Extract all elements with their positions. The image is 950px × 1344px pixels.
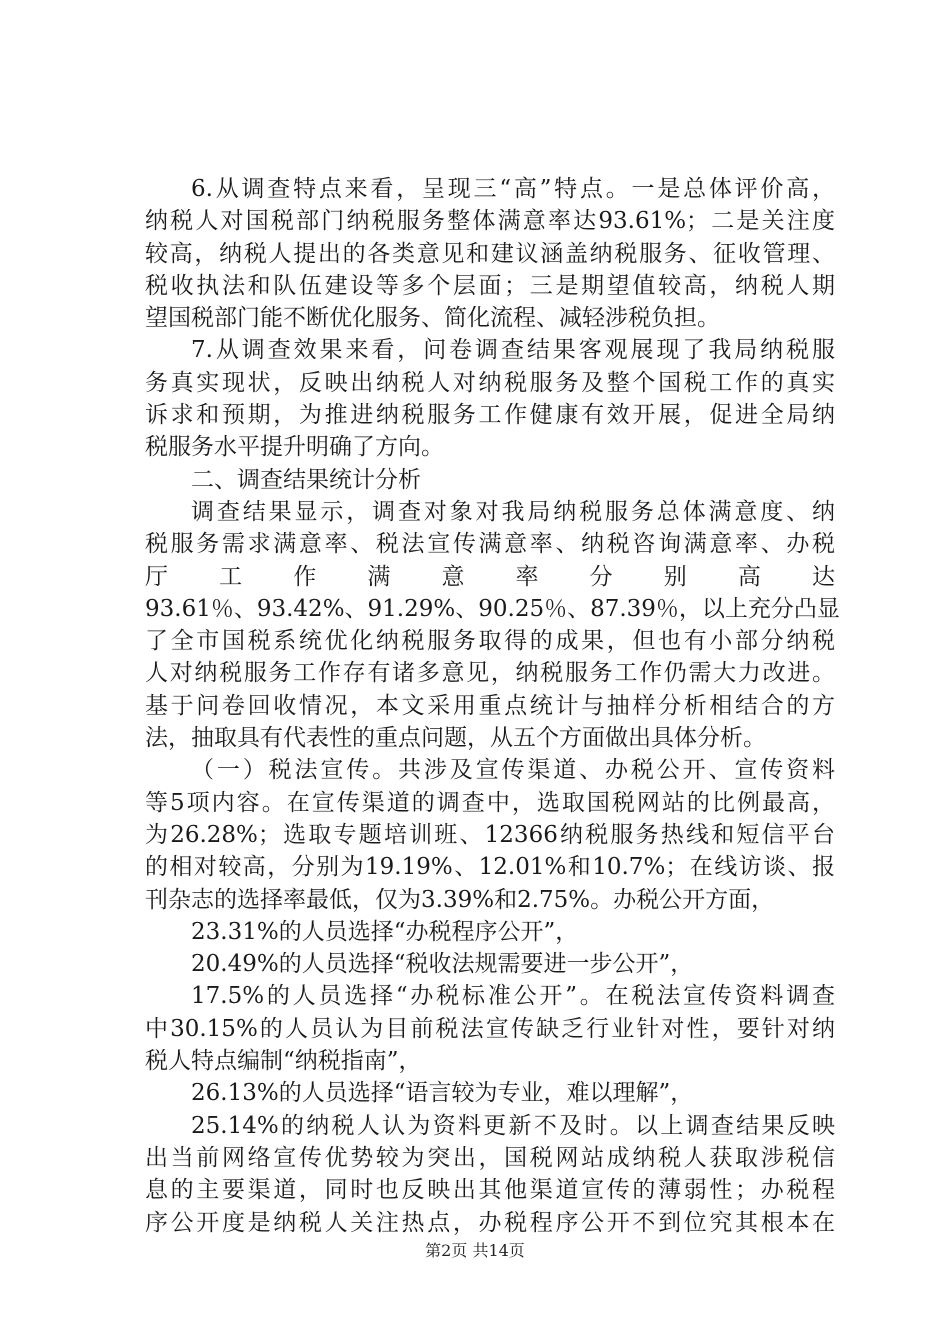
- text-line: 26.13%的人员选择“语言较为专业，难以理解”，: [191, 1080, 694, 1107]
- text-line: 中30.15%的人员认为目前税法宣传缺乏行业针对性，要针对纳: [145, 1015, 835, 1042]
- text-line: 诉求和预期，为推进纳税服务工作健康有效开展，促进全局纳: [145, 402, 835, 429]
- text-line: 务真实现状，反映出纳税人对纳税服务及整个国税工作的真实: [145, 369, 835, 396]
- text-line: 为26.28%；选取专题培训班、12366纳税服务热线和短信平台: [145, 821, 835, 848]
- text-line: 序公开度是纳税人关注热点，办税程序公开不到位究其根本在: [145, 1209, 835, 1236]
- page-footer: 第2页 共14页: [425, 1241, 525, 1260]
- text-line: 税服务需求满意率、税法宣传满意率、纳税咨询满意率、办税: [145, 531, 835, 558]
- text-line: 较高，纳税人提出的各类意见和建议涵盖纳税服务、征收管理、: [145, 240, 835, 267]
- text-line: 的相对较高，分别为19.19%、12.01%和10.7%；在线访谈、报: [145, 854, 835, 881]
- text-line: 人对纳税服务工作存有诸多意见，纳税服务工作仍需大力改进。: [145, 660, 835, 687]
- text-line: 出当前网络宣传优势较为突出，国税网站成纳税人获取涉税信: [145, 1144, 835, 1171]
- text-line: （一）税法宣传。共涉及宣传渠道、办税公开、宣传资料: [191, 757, 835, 784]
- text-line: 了全市国税系统优化纳税服务取得的成果，但也有小部分纳税: [145, 628, 835, 655]
- text-line: 纳税人对国税部门纳税服务整体满意率达93.61%；二是关注度: [145, 208, 835, 235]
- text-line: 25.14%的纳税人认为资料更新不及时。以上调查结果反映: [191, 1112, 835, 1139]
- text-line: 93.61％、93.42%、91.29%、90.25％、87.39％，以上充分凸显: [145, 595, 840, 622]
- text-line: 刊杂志的选择率最低，仅为3.39%和2.75%。办税公开方面，: [145, 886, 775, 913]
- text-line: 等5项内容。在宣传渠道的调查中，选取国税网站的比例最高，: [145, 789, 835, 816]
- text-line: 厅 工 作 满 意 率 分 别 高 达: [145, 563, 835, 590]
- text-line: 望国税部门能不断优化服务、简化流程、减轻涉税负担。: [145, 305, 720, 332]
- text-line: 息的主要渠道，同时也反映出其他渠道宣传的薄弱性；办税程: [145, 1177, 835, 1204]
- text-line: 6.从调查特点来看，呈现三“高”特点。一是总体评价高，: [191, 176, 835, 202]
- text-line: 税收执法和队伍建设等多个层面；三是期望值较高，纳税人期: [145, 272, 835, 299]
- text-line: 17.5%的人员选择“办税标准公开”。在税法宣传资料调查: [191, 983, 835, 1010]
- text-line: 20.49%的人员选择“税收法规需要进一步公开”，: [191, 951, 694, 978]
- text-line: 23.31%的人员选择“办税程序公开”，: [191, 918, 579, 945]
- text-line: 调查结果显示，调查对象对我局纳税服务总体满意度、纳: [191, 498, 835, 525]
- text-line: 税服务水平提升明确了方向。: [145, 434, 444, 461]
- text-line: 税人特点编制“纳税指南”，: [145, 1048, 422, 1075]
- text-line: 二、调查结果统计分析: [191, 466, 421, 493]
- text-line: 7.从调查效果来看，问卷调查结果客观展现了我局纳税服: [191, 337, 835, 364]
- text-line: 法，抽取具有代表性的重点问题，从五个方面做出具体分析。: [145, 725, 766, 752]
- text-line: 基于问卷回收情况，本文采用重点统计与抽样分析相结合的方: [145, 692, 835, 719]
- document-body: [145, 173, 840, 1239]
